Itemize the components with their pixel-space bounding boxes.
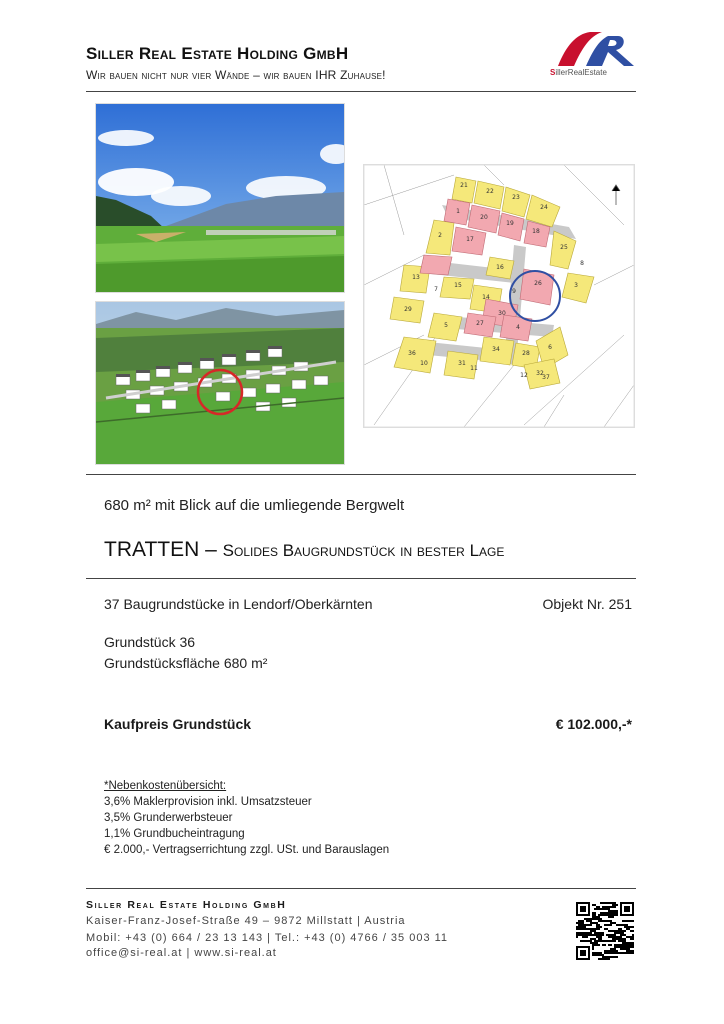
plot-number-label: 3 [574, 282, 578, 289]
meadow-mountain-photo [95, 103, 345, 293]
plot-number-label: 10 [420, 360, 428, 367]
plot-number-label: 18 [532, 228, 540, 235]
plot-number-label: 29 [404, 306, 412, 313]
plot-number-label: 16 [496, 264, 504, 271]
plot-number-label: 30 [498, 310, 506, 317]
object-number: Objekt Nr. 251 [542, 596, 632, 612]
fees-heading: *Nebenkostenübersicht: [104, 780, 227, 792]
plot-number-label: 22 [486, 188, 494, 195]
listing-subtitle: 37 Baugrundstücke in Lendorf/Oberkärnten [104, 596, 373, 612]
fee-item: € 2.000,- Vertragserrichtung zzgl. USt. und Barauslagen [104, 844, 390, 856]
plot-number-label: 9 [512, 288, 516, 295]
footer-phone: Mobil: +43 (0) 664 / 23 13 143 | Tel.: +43 (0) 4766 / 35 003 11 [86, 932, 449, 944]
plot-number-label: 7 [434, 286, 438, 293]
footer-web[interactable]: office@si-real.at | www.si-real.at [86, 947, 277, 959]
price-value: € 102.000,-* [555, 716, 632, 732]
plot-number-label: 24 [540, 204, 548, 211]
footer-company: Siller Real Estate Holding GmbH [86, 899, 287, 911]
plot-number-label: 2 [438, 232, 442, 239]
plot-number-label: 4 [516, 324, 520, 331]
aerial-rendering-photo [95, 301, 345, 465]
logo-wordmark: SillerRealEstate [550, 68, 607, 77]
plot-number-label: 6 [548, 344, 552, 351]
title-divider [86, 578, 636, 579]
plot-number: Grundstück 36 [104, 634, 196, 650]
plot-number-label: 23 [512, 194, 520, 201]
plot-area: Grundstücksfläche 680 m² [104, 655, 268, 671]
image-divider [86, 474, 636, 475]
plot-number-label: 20 [480, 214, 488, 221]
plot-number-label: 27 [476, 320, 484, 327]
price-label: Kaufpreis Grundstück [104, 716, 252, 732]
plot-number-label: 12 [520, 372, 528, 379]
plot-number-label: 17 [466, 236, 474, 243]
plot-number-label: 37 [542, 374, 550, 381]
footer-address: Kaiser-Franz-Josef-Straße 49 – 9872 Millstatt | Austria [86, 915, 406, 927]
plot-number-label: 26 [534, 280, 542, 287]
plot-number-label: 31 [458, 360, 466, 367]
header-divider [86, 91, 636, 92]
fee-item: 3,5% Grunderwerbsteuer [104, 812, 233, 824]
site-plan-map [363, 164, 635, 428]
fee-item: 3,6% Maklerprovision inkl. Umsatzsteuer [104, 796, 312, 808]
footer-divider [86, 888, 636, 889]
plot-number-label: 34 [492, 346, 500, 353]
listing-headline: 680 m² mit Blick auf die umliegende Bergwelt [104, 497, 405, 514]
siller-logo-icon [546, 26, 642, 82]
fee-item: 1,1% Grundbucheintragung [104, 828, 245, 840]
plot-number-label: 11 [470, 365, 478, 372]
plot-number-label: 25 [560, 244, 568, 251]
plot-number-label: 15 [454, 282, 462, 289]
plot-number-label: 13 [412, 274, 420, 281]
plot-number-label: 1 [456, 208, 460, 215]
plot-number-label: 19 [506, 220, 514, 227]
plot-number-label: 28 [522, 350, 530, 357]
listing-title: TRATTEN – Solides Baugrundstück in bester Lage [104, 538, 505, 561]
plot-number-label: 36 [408, 350, 416, 357]
company-tagline: Wir bauen nicht nur vier Wände – wir bauen IHR Zuhause! [86, 68, 386, 82]
company-name: Siller Real Estate Holding GmbH [86, 44, 349, 63]
plot-number-label: 8 [580, 260, 584, 267]
fees-overview [104, 778, 389, 858]
qr-code-icon [576, 902, 634, 960]
plot-number-label: 21 [460, 182, 468, 189]
plot-number-label: 5 [444, 322, 448, 329]
plot-number-label: 14 [482, 294, 490, 301]
plot-number-label: 32 [536, 370, 544, 377]
